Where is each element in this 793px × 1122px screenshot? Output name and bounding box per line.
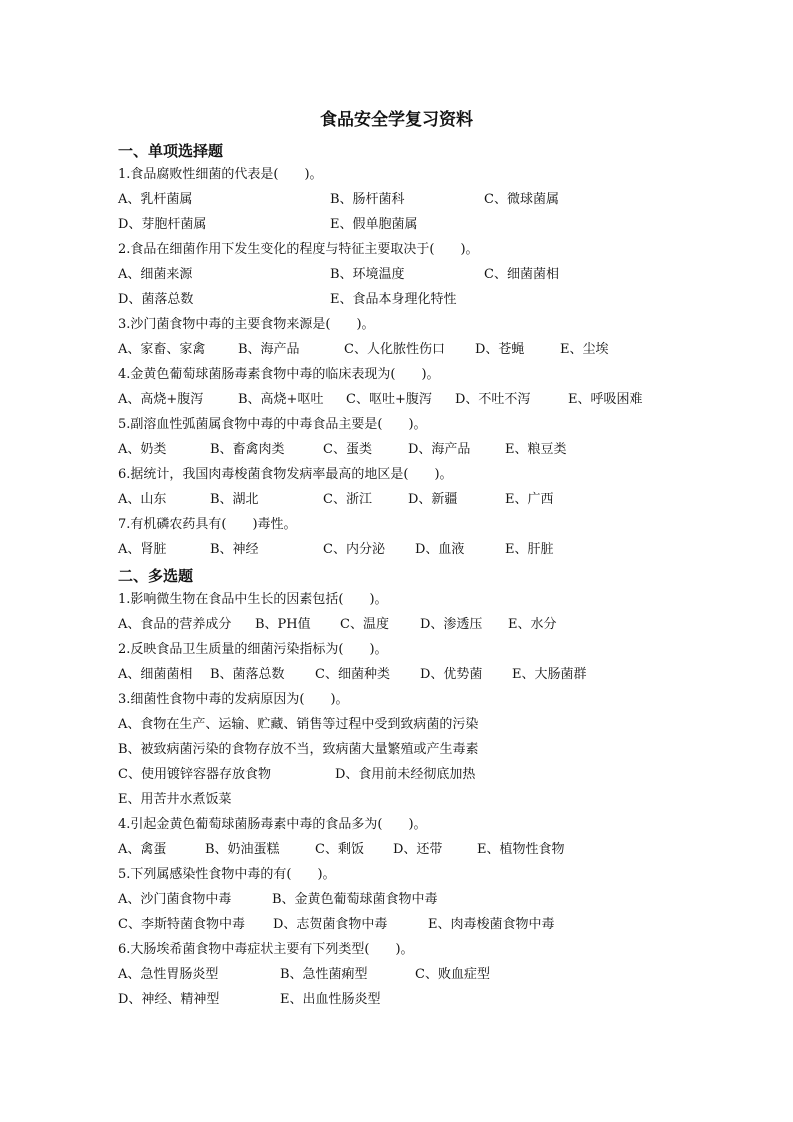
option: E、尘埃: [560, 342, 609, 357]
option: C、人化脓性伤口: [344, 342, 445, 357]
question-stem: 5.下列属感染性食物中毒的有( )。: [118, 867, 336, 882]
question-stem: 4.金黄色葡萄球菌肠毒素食物中毒的临床表现为( )。: [118, 367, 440, 382]
option: E、植物性食物: [477, 842, 565, 857]
option: A、食品的营养成分: [118, 617, 232, 632]
question-stem: 3.沙门菌食物中毒的主要食物来源是( )。: [118, 317, 375, 332]
option: B、畜禽肉类: [210, 442, 285, 457]
option: C、李斯特菌食物中毒: [118, 917, 245, 932]
option: C、浙江: [323, 492, 372, 507]
option: D、志贺菌食物中毒: [273, 917, 388, 932]
option: B、奶油蛋糕: [205, 842, 280, 857]
option: D、食用前未经彻底加热: [335, 767, 476, 782]
option: E、水分: [508, 617, 557, 632]
option: A、山东: [118, 492, 167, 507]
option: D、血液: [415, 542, 465, 557]
option: C、细菌菌相: [484, 267, 559, 282]
option: A、急性胃肠炎型: [118, 967, 219, 982]
option: A、高烧+腹泻: [118, 392, 204, 407]
question-stem: 4.引起金黄色葡萄球菌肠毒素中毒的食品多为( )。: [118, 817, 427, 832]
option: C、呕吐+腹泻: [346, 392, 432, 407]
option: D、渗透压: [420, 617, 483, 632]
question-stem: 2.反映食品卫生质量的细菌污染指标为( )。: [118, 642, 388, 657]
option: E、呼吸困难: [568, 392, 643, 407]
option: E、粮豆类: [505, 442, 567, 457]
section-heading-multiple-choice: 二、多选题: [118, 567, 194, 585]
option: B、PH值: [255, 617, 311, 632]
option: B、神经: [210, 542, 259, 557]
option: E、出血性肠炎型: [280, 992, 381, 1007]
option: D、神经、精神型: [118, 992, 220, 1007]
question-stem: 2.食品在细菌作用下发生变化的程度与特征主要取决于( )。: [118, 242, 479, 257]
option: E、假单胞菌属: [330, 217, 418, 232]
option: A、细菌菌相: [118, 667, 193, 682]
option: B、被致病菌污染的食物存放不当，致病菌大量繁殖或产生毒素: [118, 742, 479, 757]
option: C、温度: [340, 617, 389, 632]
option: A、禽蛋: [118, 842, 167, 857]
option: E、用苦井水煮饭菜: [118, 792, 232, 807]
option: C、败血症型: [415, 967, 490, 982]
question-stem: 1.影响微生物在食品中生长的因素包括( )。: [118, 592, 388, 607]
option: B、金黄色葡萄球菌食物中毒: [272, 892, 438, 907]
option: B、菌落总数: [210, 667, 285, 682]
option: A、沙门菌食物中毒: [118, 892, 232, 907]
option: D、不吐不泻: [455, 392, 531, 407]
option: E、大肠菌群: [512, 667, 587, 682]
option: D、海产品: [408, 442, 471, 457]
question-stem: 1.食品腐败性细菌的代表是( )。: [118, 167, 323, 182]
option: C、蛋类: [323, 442, 372, 457]
option: E、肝脏: [505, 542, 554, 557]
section-heading-single-choice: 一、单项选择题: [118, 142, 224, 160]
option: A、奶类: [118, 442, 167, 457]
option: B、湖北: [210, 492, 259, 507]
option: B、急性菌痢型: [280, 967, 368, 982]
option: C、内分泌: [323, 542, 385, 557]
question-stem: 3.细菌性食物中毒的发病原因为( )。: [118, 692, 349, 707]
option: E、食品本身理化特性: [330, 292, 457, 307]
option: A、乳杆菌属: [118, 192, 193, 207]
option: B、海产品: [238, 342, 300, 357]
option: B、肠杆菌科: [330, 192, 405, 207]
option: A、细菌来源: [118, 267, 193, 282]
option: C、剩饭: [315, 842, 364, 857]
question-stem: 5.副溶血性弧菌属食物中毒的中毒食品主要是( )。: [118, 417, 427, 432]
option: B、环境温度: [330, 267, 405, 282]
option: C、细菌种类: [315, 667, 390, 682]
option: C、使用镀锌容器存放食物: [118, 767, 271, 782]
option: B、高烧+呕吐: [238, 392, 324, 407]
document-title: 食品安全学复习资料: [320, 110, 473, 130]
option: A、食物在生产、运输、贮藏、销售等过程中受到致病菌的污染: [118, 717, 479, 732]
option: C、微球菌属: [484, 192, 559, 207]
option: D、还带: [393, 842, 443, 857]
option: E、肉毒梭菌食物中毒: [428, 917, 555, 932]
question-stem: 7.有机磷农药具有( )毒性。: [118, 517, 297, 532]
option: A、家畜、家禽: [118, 342, 206, 357]
question-stem: 6.据统计，我国肉毒梭菌食物发病率最高的地区是( )。: [118, 467, 453, 482]
option: D、苍蝇: [475, 342, 525, 357]
option: D、芽胞杆菌属: [118, 217, 207, 232]
option: E、广西: [505, 492, 554, 507]
option: D、优势菌: [420, 667, 483, 682]
option: A、肾脏: [118, 542, 167, 557]
option: D、新疆: [408, 492, 458, 507]
question-stem: 6.大肠埃希菌食物中毒症状主要有下列类型( )。: [118, 942, 414, 957]
option: D、菌落总数: [118, 292, 194, 307]
